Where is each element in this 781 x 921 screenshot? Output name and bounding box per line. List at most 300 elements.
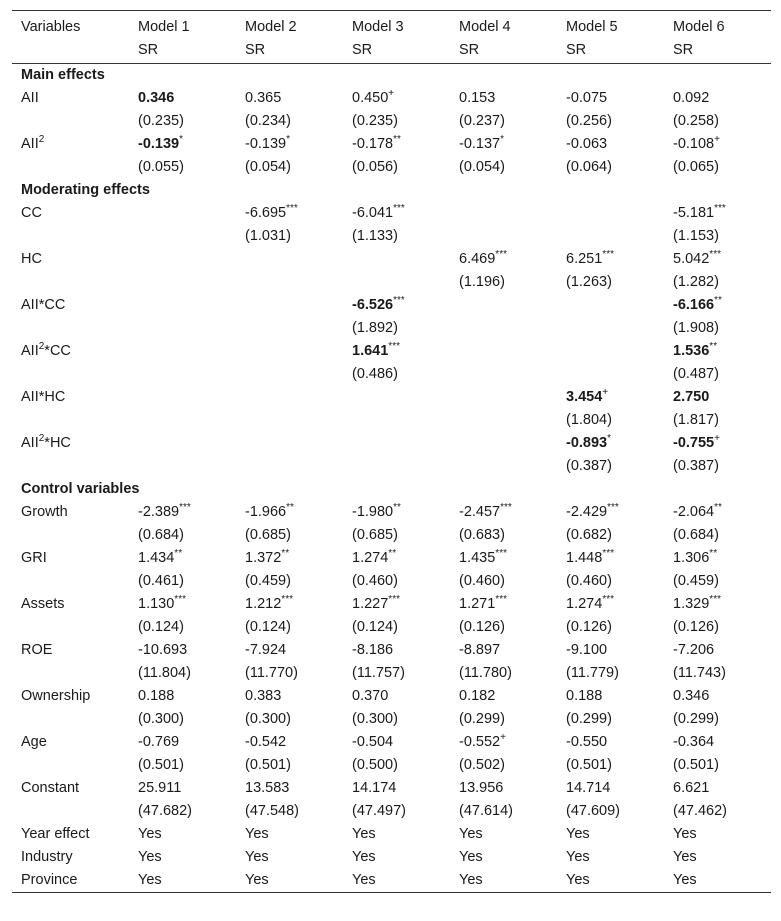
coefficient-value: 0.383 [245, 688, 282, 704]
table-body [12, 11, 771, 893]
standard-error-cell: (0.055) [138, 159, 184, 175]
significance-marker: *** [500, 502, 512, 514]
variable-label [12, 639, 129, 662]
coefficient-cell [557, 432, 664, 455]
variable-exponent: 2 [38, 341, 45, 353]
coefficient-value: 1.372 [245, 550, 282, 566]
coefficient-value: 25.911 [138, 780, 182, 796]
coefficient-row [12, 593, 771, 616]
fixed-effect-value: Yes [459, 826, 483, 842]
variable-name: Growth [21, 504, 68, 520]
standard-error-cell: (0.387) [673, 458, 719, 474]
coefficient-cell [129, 731, 236, 754]
standard-error-row [12, 110, 771, 133]
coefficient-value: -0.178 [352, 136, 394, 152]
coefficient-value: -10.693 [138, 642, 188, 658]
variable-name: AII [21, 136, 39, 152]
standard-error-cell [557, 225, 664, 248]
coefficient-value: -0.075 [566, 90, 608, 106]
standard-error-cell: (0.501) [245, 757, 291, 773]
coefficient-value: 6.469 [459, 251, 496, 267]
coefficient-value: 2.750 [673, 389, 710, 405]
coefficient-value: -0.552 [459, 734, 501, 750]
variable-name: HC [21, 251, 42, 267]
coefficient-cell [450, 202, 557, 225]
coefficient-value: 1.641 [352, 343, 389, 359]
variable-label [12, 202, 129, 225]
dependent-variable-header: SR [557, 39, 664, 64]
coefficient-value: -1.966 [245, 504, 287, 520]
fixed-effect-label: Province [21, 872, 78, 888]
fixed-effect-value: Yes [566, 849, 590, 865]
fixed-effect-row [12, 846, 771, 869]
standard-error-cell [236, 409, 343, 432]
coefficient-cell [664, 340, 771, 363]
standard-error-cell: (47.462) [673, 803, 728, 819]
coefficient-cell [343, 731, 450, 754]
standard-error-cell: (1.031) [245, 228, 291, 244]
coefficient-cell [450, 501, 557, 524]
standard-error-cell: (47.609) [566, 803, 621, 819]
variable-exponent: 2 [38, 134, 45, 146]
coefficient-value: -7.924 [245, 642, 287, 658]
standard-error-row [12, 455, 771, 478]
standard-error-row [12, 271, 771, 294]
standard-error-row [12, 409, 771, 432]
standard-error-cell: (0.235) [352, 113, 398, 129]
coefficient-value: 1.274 [566, 596, 603, 612]
coefficient-value: -0.364 [673, 734, 715, 750]
coefficient-cell [129, 432, 236, 455]
fixed-effect-value: Yes [673, 872, 697, 888]
standard-error-cell: (0.237) [459, 113, 505, 129]
variable-label [12, 294, 129, 317]
coefficient-value: 1.227 [352, 596, 389, 612]
coefficient-cell [129, 340, 236, 363]
fixed-effect-row [12, 869, 771, 893]
coefficient-cell [557, 547, 664, 570]
standard-error-cell: (0.258) [673, 113, 719, 129]
variable-name: Age [21, 734, 47, 750]
coefficient-cell [557, 202, 664, 225]
coefficient-value: 13.956 [459, 780, 504, 796]
empty-cell [12, 708, 129, 731]
fixed-effect-value: Yes [245, 826, 269, 842]
significance-marker: *** [602, 548, 614, 560]
dependent-variable-header: SR [236, 39, 343, 64]
significance-marker: *** [709, 249, 721, 261]
section-title: Main effects [21, 67, 105, 83]
standard-error-cell: (0.487) [673, 366, 719, 382]
variable-label [12, 501, 129, 524]
section-row [12, 478, 771, 501]
variable-name: Assets [21, 596, 65, 612]
significance-marker: *** [495, 594, 507, 606]
standard-error-cell: (1.282) [673, 274, 719, 290]
variable-label [12, 593, 129, 616]
coefficient-cell [450, 731, 557, 754]
standard-error-cell: (0.300) [138, 711, 184, 727]
coefficient-cell [343, 432, 450, 455]
coefficient-cell [129, 87, 236, 110]
coefficient-cell [557, 685, 664, 708]
significance-marker: + [388, 88, 395, 100]
coefficient-cell [664, 87, 771, 110]
standard-error-cell: (0.684) [138, 527, 184, 543]
standard-error-cell: (1.817) [673, 412, 719, 428]
variable-name: AII [21, 343, 39, 359]
empty-cell [12, 39, 129, 64]
section-row [12, 64, 771, 88]
standard-error-cell [450, 317, 557, 340]
coefficient-cell [343, 501, 450, 524]
coefficient-cell [343, 386, 450, 409]
standard-error-cell: (0.299) [459, 711, 505, 727]
coefficient-cell [129, 248, 236, 271]
significance-marker: *** [393, 295, 405, 307]
coefficient-cell [450, 294, 557, 317]
variable-label [12, 340, 129, 363]
standard-error-row [12, 570, 771, 593]
coefficient-value: 1.130 [138, 596, 175, 612]
coefficient-cell [343, 133, 450, 156]
standard-error-cell: (0.054) [459, 159, 505, 175]
empty-cell [12, 570, 129, 593]
significance-marker: *** [607, 502, 619, 514]
standard-error-cell: (0.126) [673, 619, 719, 635]
coefficient-value: -0.108 [673, 136, 715, 152]
significance-marker: *** [388, 341, 400, 353]
coefficient-value: 0.188 [138, 688, 175, 704]
fixed-effect-value: Yes [566, 826, 590, 842]
standard-error-cell: (0.459) [245, 573, 291, 589]
variable-name: GRI [21, 550, 47, 566]
empty-cell [12, 156, 129, 179]
variables-header: Variables [21, 19, 81, 35]
coefficient-value: -0.139 [245, 136, 287, 152]
coefficient-cell [343, 777, 450, 800]
standard-error-cell: (11.779) [566, 665, 619, 681]
standard-error-cell: (0.065) [673, 159, 719, 175]
coefficient-cell [129, 386, 236, 409]
standard-error-cell [129, 317, 236, 340]
coefficient-row [12, 202, 771, 225]
variable-label [12, 731, 129, 754]
coefficient-row [12, 87, 771, 110]
empty-cell [12, 317, 129, 340]
significance-marker: *** [281, 594, 293, 606]
standard-error-cell: (0.256) [566, 113, 612, 129]
coefficient-value: -8.186 [352, 642, 394, 658]
standard-error-cell: (1.908) [673, 320, 719, 336]
coefficient-value: 6.621 [673, 780, 710, 796]
standard-error-cell: (0.684) [673, 527, 719, 543]
significance-marker: ** [388, 548, 397, 560]
coefficient-cell [450, 340, 557, 363]
coefficient-value: 0.346 [138, 90, 175, 106]
standard-error-cell: (1.263) [566, 274, 612, 290]
coefficient-value: 1.306 [673, 550, 710, 566]
standard-error-cell: (0.460) [352, 573, 398, 589]
significance-marker: ** [393, 134, 401, 146]
empty-cell [12, 110, 129, 133]
standard-error-cell: (0.235) [138, 113, 184, 129]
standard-error-row [12, 616, 771, 639]
significance-marker: + [714, 433, 720, 445]
standard-error-cell: (1.133) [352, 228, 398, 244]
coefficient-cell [236, 501, 343, 524]
coefficient-cell [129, 777, 236, 800]
standard-error-row [12, 662, 771, 685]
standard-error-cell: (0.486) [352, 366, 398, 382]
coefficient-row [12, 777, 771, 800]
empty-cell [12, 524, 129, 547]
coefficient-cell [664, 386, 771, 409]
coefficient-row [12, 547, 771, 570]
dependent-variable-header: SR [664, 39, 771, 64]
coefficient-value: -1.980 [352, 504, 394, 520]
coefficient-cell [450, 248, 557, 271]
variable-name: ROE [21, 642, 53, 658]
coefficient-cell [557, 639, 664, 662]
coefficient-cell [236, 639, 343, 662]
significance-marker: ** [286, 502, 294, 514]
coefficient-row [12, 248, 771, 271]
coefficient-cell [343, 593, 450, 616]
standard-error-cell [129, 409, 236, 432]
standard-error-cell: (0.387) [566, 458, 612, 474]
fixed-effect-value: Yes [352, 872, 376, 888]
coefficient-cell [129, 501, 236, 524]
significance-marker: * [286, 134, 291, 146]
coefficient-value: -5.181 [673, 205, 715, 221]
significance-marker: *** [286, 203, 298, 215]
standard-error-cell: (11.757) [352, 665, 405, 681]
standard-error-cell [129, 363, 236, 386]
coefficient-value: 3.454 [566, 389, 603, 405]
variable-label [12, 133, 129, 156]
significance-marker: * [500, 134, 505, 146]
coefficient-cell [557, 340, 664, 363]
standard-error-cell: (0.501) [138, 757, 184, 773]
coefficient-value: 1.329 [673, 596, 710, 612]
standard-error-cell: (47.614) [459, 803, 514, 819]
coefficient-cell [343, 685, 450, 708]
standard-error-cell [343, 455, 450, 478]
significance-marker: ** [281, 548, 290, 560]
standard-error-cell: (0.501) [566, 757, 612, 773]
standard-error-row [12, 754, 771, 777]
section-title: Moderating effects [21, 182, 150, 198]
standard-error-cell [236, 317, 343, 340]
empty-cell [12, 616, 129, 639]
coefficient-cell [664, 593, 771, 616]
standard-error-row [12, 363, 771, 386]
coefficient-cell [450, 593, 557, 616]
coefficient-cell [664, 639, 771, 662]
coefficient-value: 5.042 [673, 251, 710, 267]
standard-error-cell: (0.500) [352, 757, 398, 773]
fixed-effect-value: Yes [352, 826, 376, 842]
standard-error-cell: (11.804) [138, 665, 191, 681]
standard-error-cell: (0.300) [245, 711, 291, 727]
variable-name: Ownership [21, 688, 91, 704]
coefficient-value: -0.893 [566, 435, 608, 451]
coefficient-cell [664, 432, 771, 455]
coefficient-cell [343, 87, 450, 110]
standard-error-cell: (0.501) [673, 757, 719, 773]
coefficient-value: 0.153 [459, 90, 496, 106]
coefficient-row [12, 340, 771, 363]
coefficient-cell [450, 432, 557, 455]
coefficient-value: 1.274 [352, 550, 389, 566]
significance-marker: ** [709, 548, 718, 560]
coefficient-cell [664, 547, 771, 570]
standard-error-cell: (0.056) [352, 159, 398, 175]
standard-error-cell [450, 225, 557, 248]
coefficient-value: -0.504 [352, 734, 394, 750]
variable-label [12, 547, 129, 570]
standard-error-row [12, 708, 771, 731]
regression-table [12, 10, 771, 893]
standard-error-cell [129, 455, 236, 478]
coefficient-value: 1.448 [566, 550, 603, 566]
coefficient-cell [129, 685, 236, 708]
standard-error-cell: (1.196) [459, 274, 505, 290]
coefficient-row [12, 294, 771, 317]
standard-error-cell [450, 409, 557, 432]
coefficient-cell [236, 685, 343, 708]
model-header: Model 6 [673, 19, 725, 35]
coefficient-cell [450, 547, 557, 570]
empty-cell [12, 662, 129, 685]
model-header: Model 2 [245, 19, 297, 35]
variable-label [12, 87, 129, 110]
header-row [12, 11, 771, 40]
coefficient-cell [343, 340, 450, 363]
coefficient-value: 0.370 [352, 688, 389, 704]
coefficient-cell [557, 294, 664, 317]
standard-error-cell: (11.770) [245, 665, 298, 681]
standard-error-cell [236, 455, 343, 478]
coefficient-cell [450, 87, 557, 110]
significance-marker: ** [714, 502, 722, 514]
standard-error-row [12, 225, 771, 248]
coefficient-value: -8.897 [459, 642, 501, 658]
coefficient-row [12, 639, 771, 662]
standard-error-cell: (0.124) [138, 619, 184, 635]
significance-marker: ** [714, 295, 722, 307]
standard-error-cell [557, 363, 664, 386]
coefficient-cell [450, 639, 557, 662]
dependent-variable-header: SR [343, 39, 450, 64]
significance-marker: *** [714, 203, 726, 215]
coefficient-cell [129, 639, 236, 662]
section-row [12, 179, 771, 202]
standard-error-cell [343, 409, 450, 432]
fixed-effect-value: Yes [138, 826, 162, 842]
standard-error-cell: (0.064) [566, 159, 612, 175]
coefficient-cell [557, 731, 664, 754]
fixed-effect-value: Yes [459, 849, 483, 865]
variable-label [12, 248, 129, 271]
variable-label [12, 685, 129, 708]
coefficient-value: -9.100 [566, 642, 608, 658]
coefficient-cell [129, 294, 236, 317]
variable-name: AII [21, 90, 39, 106]
coefficient-cell [557, 133, 664, 156]
coefficient-value: -6.695 [245, 205, 287, 221]
coefficient-value: -7.206 [673, 642, 715, 658]
coefficient-cell [129, 547, 236, 570]
coefficient-cell [236, 202, 343, 225]
regression-table-container [12, 10, 769, 893]
model-header: Model 5 [566, 19, 618, 35]
coefficient-cell [343, 202, 450, 225]
coefficient-cell [236, 294, 343, 317]
significance-marker: *** [602, 594, 614, 606]
variable-label [12, 432, 129, 455]
coefficient-cell [664, 133, 771, 156]
standard-error-cell [557, 317, 664, 340]
standard-error-cell: (0.234) [245, 113, 291, 129]
standard-error-cell [343, 271, 450, 294]
coefficient-cell [236, 386, 343, 409]
variable-suffix: *CC [38, 297, 66, 313]
significance-marker: + [602, 387, 609, 399]
dependent-variable-header: SR [450, 39, 557, 64]
significance-marker: *** [393, 203, 405, 215]
coefficient-value: 1.435 [459, 550, 496, 566]
significance-marker: *** [174, 594, 186, 606]
standard-error-cell [236, 363, 343, 386]
variable-name: AII [21, 435, 39, 451]
coefficient-value: -0.542 [245, 734, 287, 750]
coefficient-cell [236, 593, 343, 616]
variable-name: CC [21, 205, 42, 221]
coefficient-value: 1.536 [673, 343, 710, 359]
coefficient-value: 14.714 [566, 780, 611, 796]
coefficient-value: -0.769 [138, 734, 180, 750]
significance-marker: * [607, 433, 612, 445]
coefficient-cell [236, 340, 343, 363]
coefficient-value: 0.346 [673, 688, 710, 704]
significance-marker: ** [174, 548, 183, 560]
empty-cell [12, 363, 129, 386]
standard-error-cell [450, 455, 557, 478]
fixed-effect-value: Yes [352, 849, 376, 865]
coefficient-value: 0.188 [566, 688, 603, 704]
coefficient-row [12, 731, 771, 754]
standard-error-row [12, 524, 771, 547]
coefficient-row [12, 133, 771, 156]
fixed-effect-value: Yes [245, 849, 269, 865]
fixed-effect-value: Yes [138, 849, 162, 865]
fixed-effect-value: Yes [673, 826, 697, 842]
standard-error-cell: (11.743) [673, 665, 726, 681]
variable-suffix: *HC [38, 389, 66, 405]
dependent-variable-header: SR [129, 39, 236, 64]
standard-error-cell: (0.299) [673, 711, 719, 727]
empty-cell [12, 800, 129, 823]
coefficient-cell [236, 432, 343, 455]
coefficient-cell [664, 501, 771, 524]
fixed-effect-value: Yes [673, 849, 697, 865]
standard-error-cell [450, 363, 557, 386]
standard-error-cell: (0.126) [459, 619, 505, 635]
standard-error-cell: (0.502) [459, 757, 505, 773]
coefficient-cell [557, 501, 664, 524]
